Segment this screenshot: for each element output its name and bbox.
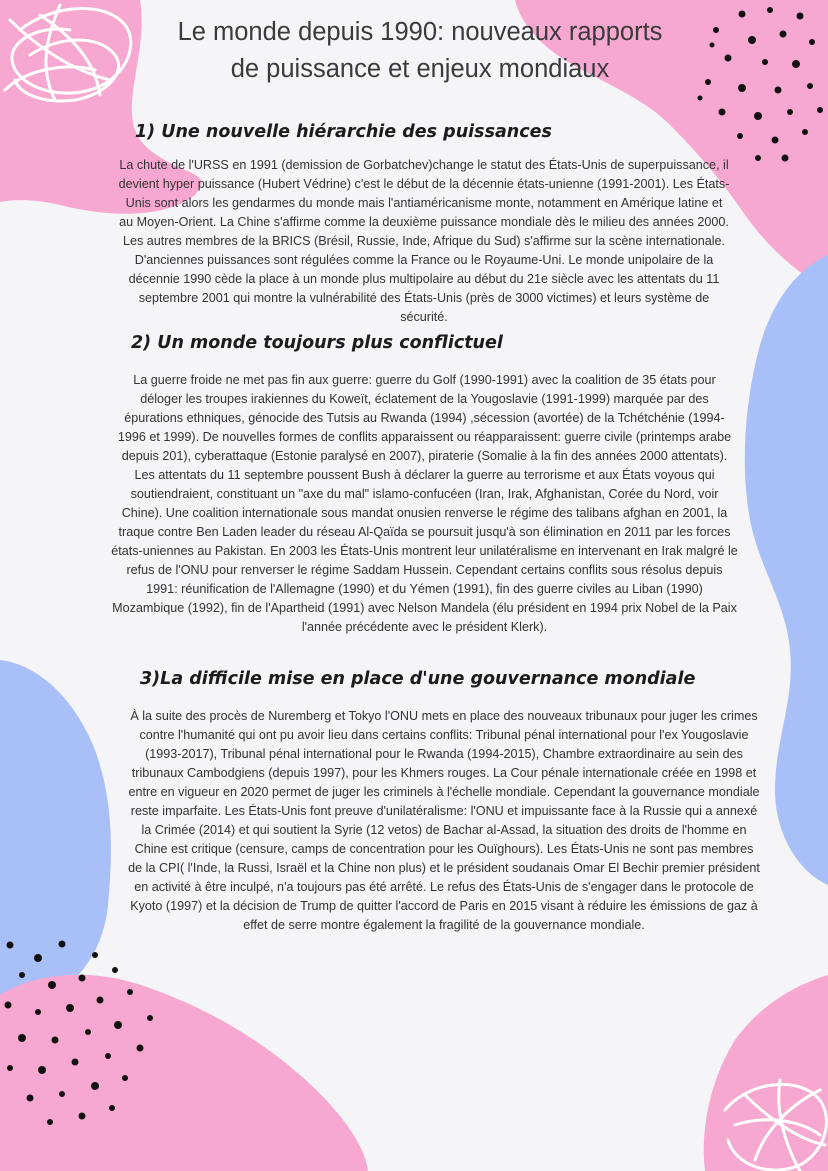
page-title-line-2: de puissance et enjeux mondiaux — [230, 55, 610, 83]
section-1-body: La chute de l'URSS en 1991 (demission de Gorbatchev)change le statut des États-Unis de superpuissance, il devient hyper puissance (Hubert Védrine) c'est le début de la décennie états-unienne (1991-2001). Les États-Unis sont alors les gendarmes du monde mais l'antiaméricanisme monte, notamment en Amérique latine et au Moyen-Orient. La Chine s'affirme comme la deuxième puissance mondiale dès le milieu des années 2000. Les autres membres de la BRICS (Brésil, Russie, Inde, Afrique du Sud) s'affirme sur la scène internationale. D'anciennes puissances sont régulées comme la France ou le Royaume-Uni. Le monde unipolaire de la décennie 1990 cède la place à un monde plus multipolaire au début du 21e siècle avec les attentats du 11 septembre 2001 qui montre la vulnérabilité des États-Unis (près de 3000 victimes) et leurs système de sécurité. — [118, 158, 730, 324]
page-title-line-1: Le monde depuis 1990: nouveaux rapports — [177, 18, 663, 46]
section-3-body: À la suite des procès de Nuremberg et Tokyo l'ONU mets en place des nouveaux tribunaux pour juger les crimes contre l'humanité qui ont pu avoir lieu dans certains conflits: Tribunal pénal international pour l'ex Yougoslavie (1993-2017), Tribunal pénal international pour le Rwanda (1994-2015), Chambre extraordinaire au sein des tribunaux Cambodgiens (depuis 1997), pour les Khmers rouges. La Cour pénale internationale créée en 1998 et entre en vigueur en 2020 permet de juger les criminels à l'échelle mondiale. Cependant la gouvernance mondiale reste imparfaite. Les États-Unis font preuve d'unilatéralisme: l'ONU et impuissante face à la Russie qui a annexé la Crimée (2014) et qui soutient la Syrie (12 vetos) de Bachar al-Assad, la situation des droits de l'homme en Chine est critique (censure, camps de concentration pour les Ouïghours). Les États-Unis ne sont pas membres de la CPI( l'Inde, la Russi, Israël et la Chine non plus) et le président soudanais Omar El Bechir premier président en activité à être inculpé, n'a toujours pas été arrêté. Le refus des États-Unis de s'engager dans le protocole de Kyoto (1997) et la décision de Trump de quitter l'accord de Paris en 2015 visant à réduire les émissions de gaz à effet de serre montre également la fragilité de la gouvernance mondiale. — [128, 709, 760, 932]
section-2-body: La guerre froide ne met pas fin aux guerre: guerre du Golf (1990-1991) avec la coalition de 35 états pour déloger les troupes irakiennes du Koweït, éclatement de la Yougoslavie (1991-1999) marquée par des épurations ethniques, génocide des Tutsis au Rwanda (1994) ,sécession (avortée) de la Tchétchénie (1994-1996 et 1999). De nouvelles formes de conflits apparaissent ou réapparaissent: guerre civile (printemps arabe depuis 201), cyberattaque (Estonie paralysé en 2007), piraterie (Somalie à la fin des années 2000 attentats). Les attentats du 11 septembre poussent Bush à déclarer la guerre au terrorisme et aux États voyous qui soutiendraient, constituant un "axe du mal" islamo-confucéen (Iran, Irak, Afghanistan, Corée du Nord, voir Chine). Une coalition internationale sous mandat onusien renverse le régime des talibans afghan en 2001, la traque contre Ben Laden leader du réseau Al-Qaïda se poursuit jusqu'à son élimination en 2011 par les forces états-uniennes au Pakistan. En 2003 les États-Unis montrent leur unilatéralisme en intervenant en Irak malgré le refus de l'ONU pour renverser le régime Saddam Hussein. Cependant certains conflits sous résolus depuis 1991: réunification de l'Allemagne (1990) et du Yémen (1991), fin des guerre civiles au Liban (1990) Mozambique (1992), fin de l'Apartheid (1991) avec Nelson Mandela (élu président en 1994 prix Nobel de la Paix l'année précédente avec le président Klerk). — [111, 373, 738, 634]
section-1-heading: 1) Une nouvelle hiérarchie des puissances — [135, 122, 552, 142]
section-2-heading: 2) Un monde toujours plus conflictuel — [131, 333, 503, 353]
page-title — [110, 14, 730, 88]
section-3-heading: 3)La difficile mise en place d'une gouvernance mondiale — [140, 669, 696, 689]
